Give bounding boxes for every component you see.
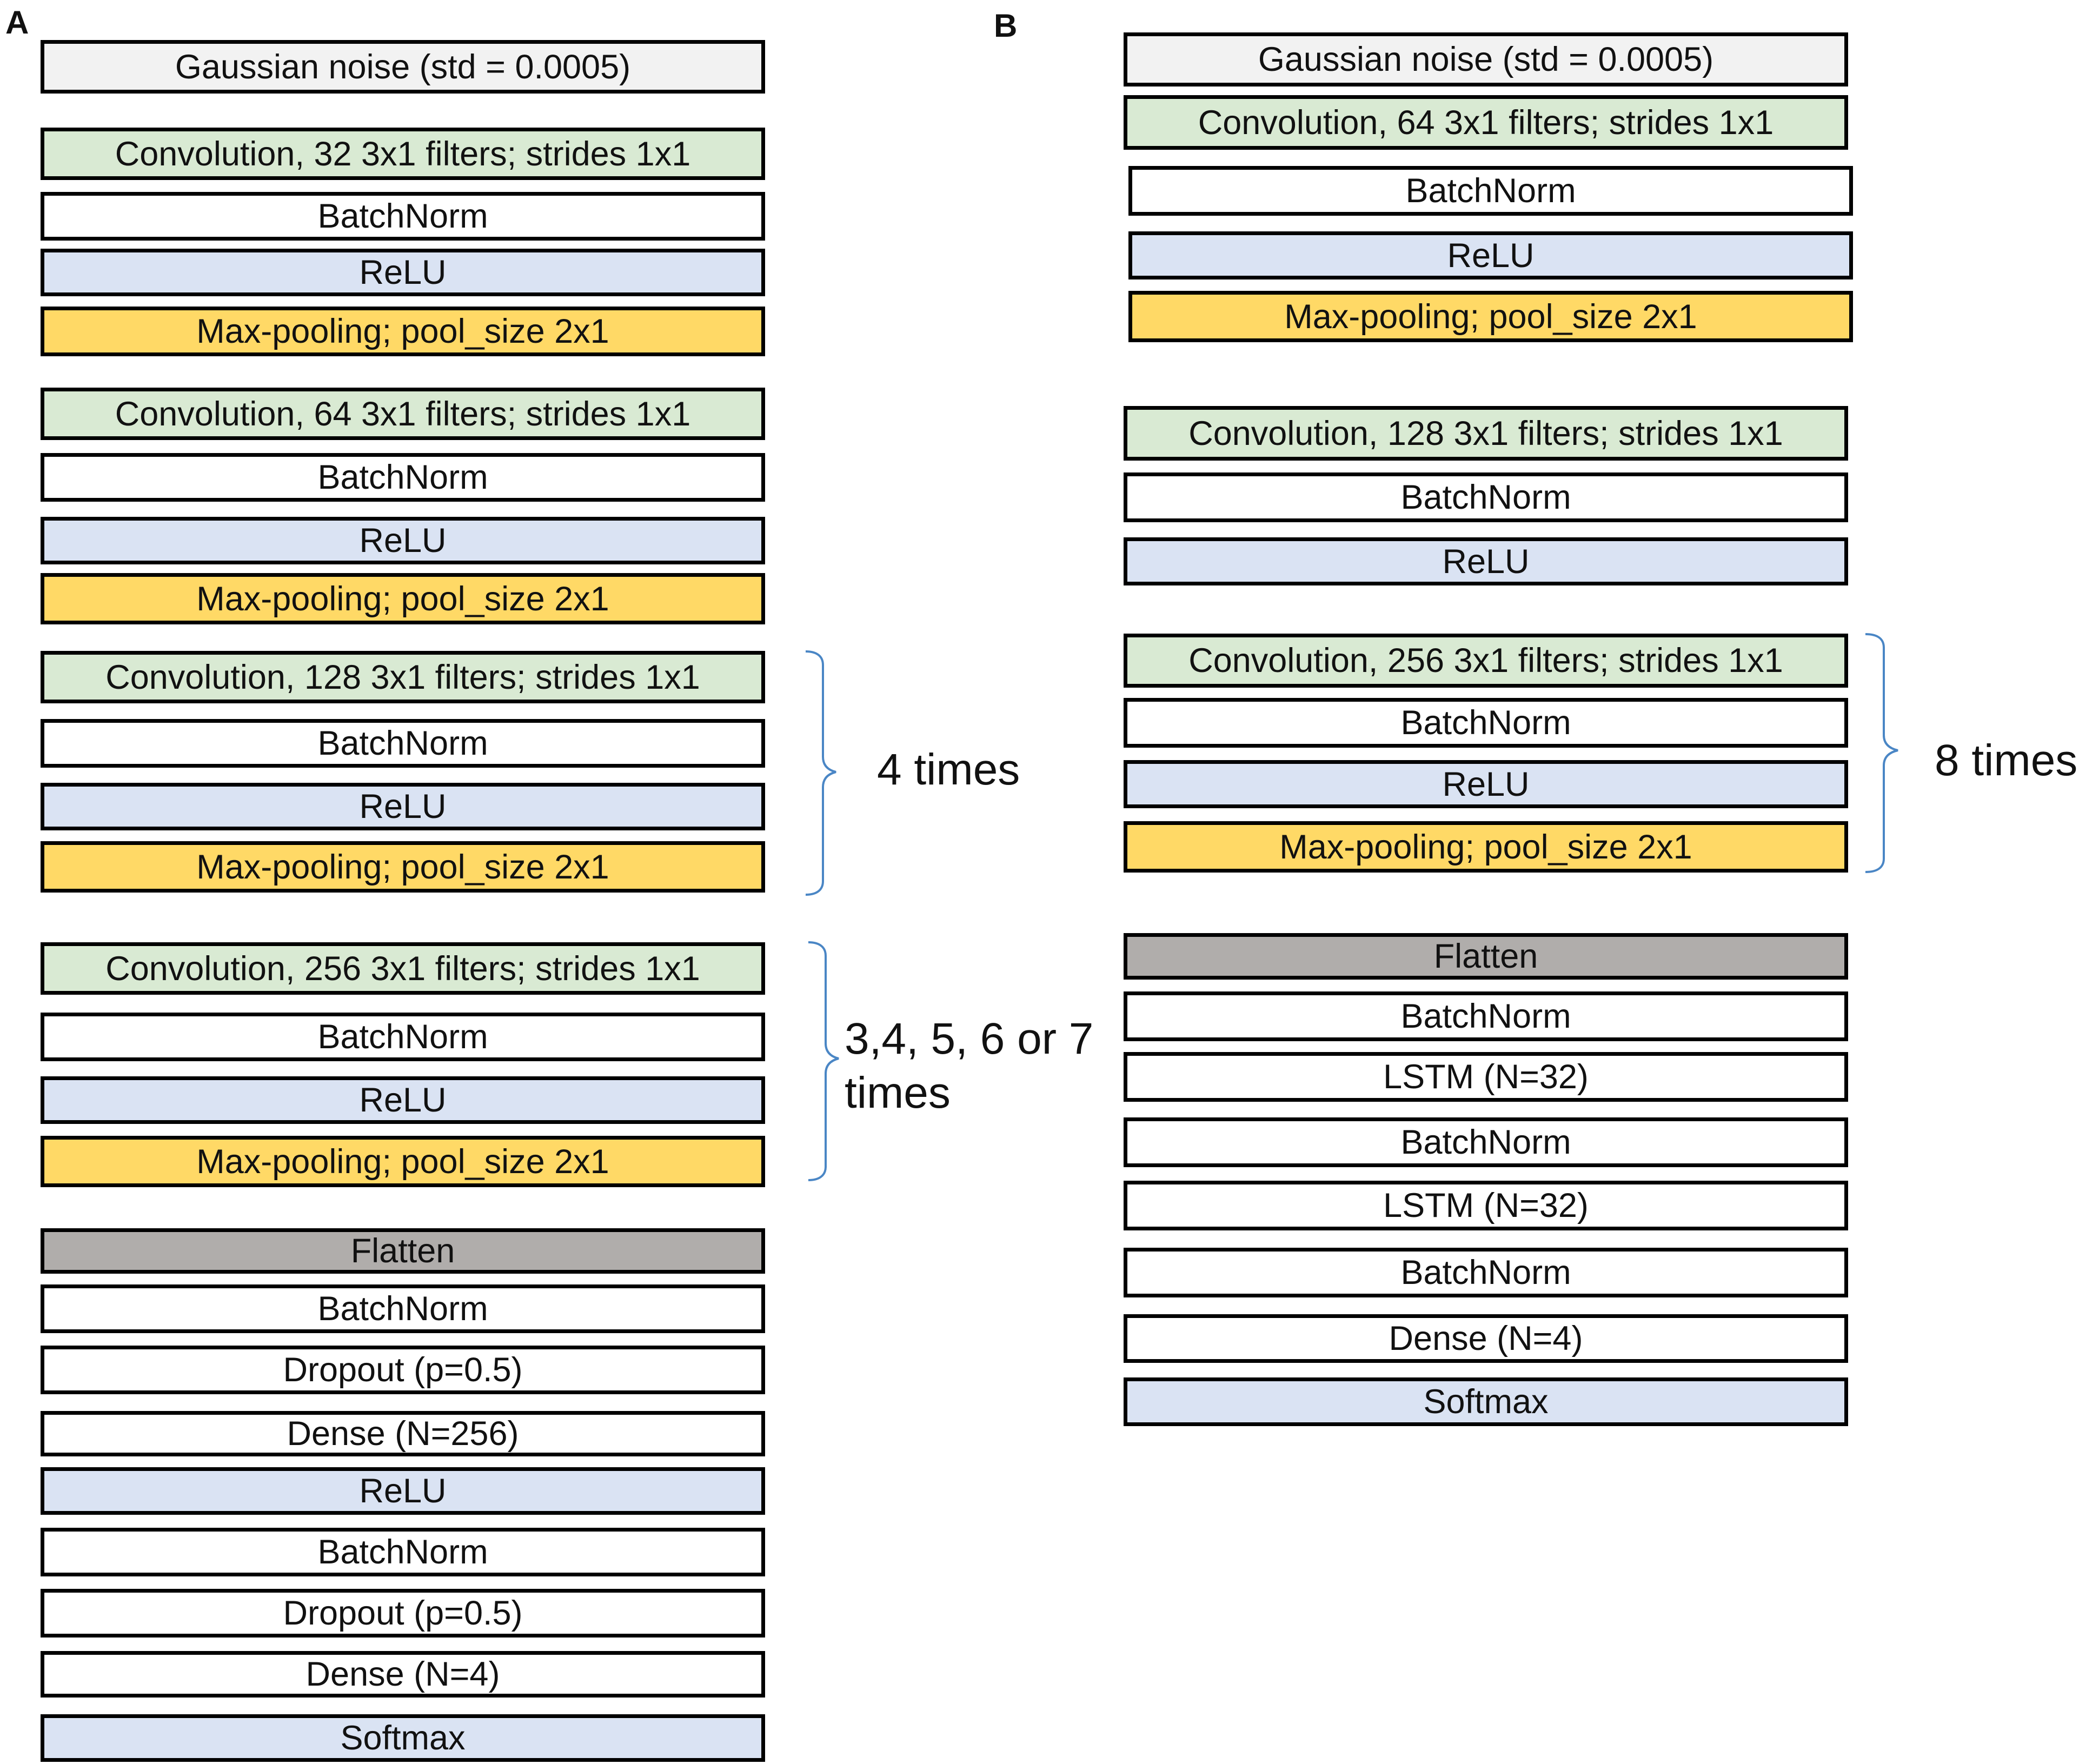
panel-a-layer-batchnorm: BatchNorm [41,719,765,768]
panel-b-label: B [994,8,1018,44]
panel-b-layer-batchnorm: BatchNorm [1124,698,1848,748]
panel-a-layer-relu: ReLU [41,783,765,830]
panel-b-repeat-8-times: 8 times [1935,736,2078,785]
panel-a-layer-relu: ReLU [41,1076,765,1124]
panel-b-layer-conv128: Convolution, 128 3x1 filters; strides 1x1 [1124,406,1848,461]
panel-a-layer-softmax: Softmax [41,1714,765,1762]
panel-b-layer-gaussian-noise: Gaussian noise (std = 0.0005) [1124,32,1848,86]
panel-a-repeat-4-times: 4 times [877,745,1020,794]
panel-b-layer-lstm: LSTM (N=32) [1124,1181,1848,1230]
panel-b-layer-batchnorm: BatchNorm [1124,991,1848,1041]
panel-a-layer-conv128: Convolution, 128 3x1 filters; strides 1x1 [41,651,765,703]
panel-b-layer-softmax: Softmax [1124,1377,1848,1426]
panel-a-layer-batchnorm: BatchNorm [41,453,765,502]
panel-a-layer-relu: ReLU [41,1467,765,1515]
panel-a-label: A [5,4,29,41]
panel-b-layer-dense4: Dense (N=4) [1124,1314,1848,1363]
panel-a-layer-batchnorm: BatchNorm [41,1284,765,1333]
panel-b-layer-batchnorm: BatchNorm [1128,166,1853,216]
panel-a-layer-conv32: Convolution, 32 3x1 filters; strides 1x1 [41,128,765,180]
panel-a-repeat-line1: 3,4, 5, 6 or 7 [845,1014,1094,1063]
panel-a-layer-maxpool: Max-pooling; pool_size 2x1 [41,307,765,356]
panel-a-layer-maxpool: Max-pooling; pool_size 2x1 [41,1136,765,1187]
panel-a-layer-flatten: Flatten [41,1228,765,1274]
panel-a-layer-dense256: Dense (N=256) [41,1411,765,1456]
panel-a-layer-maxpool: Max-pooling; pool_size 2x1 [41,573,765,624]
panel-a-layer-batchnorm: BatchNorm [41,1013,765,1061]
panel-b-layer-batchnorm: BatchNorm [1124,472,1848,522]
panel-b-layer-conv256: Convolution, 256 3x1 filters; strides 1x1 [1124,634,1848,688]
panel-a-layer-gaussian-noise: Gaussian noise (std = 0.0005) [41,40,765,94]
panel-a-layer-dense4: Dense (N=4) [41,1651,765,1698]
panel-a-layer-batchnorm: BatchNorm [41,1528,765,1576]
panel-a-repeat-line2: times [845,1068,951,1118]
panel-b-layer-batchnorm: BatchNorm [1124,1117,1848,1167]
panel-b-layer-maxpool: Max-pooling; pool_size 2x1 [1124,821,1848,873]
panel-a-layer-dropout: Dropout (p=0.5) [41,1589,765,1637]
panel-b-layer-relu: ReLU [1124,760,1848,808]
panel-a-layer-dropout: Dropout (p=0.5) [41,1346,765,1394]
panel-b-layer-relu: ReLU [1128,231,1853,279]
panel-a-layer-conv64: Convolution, 64 3x1 filters; strides 1x1 [41,388,765,440]
panel-b-layer-batchnorm: BatchNorm [1124,1248,1848,1297]
panel-b-layer-conv64: Convolution, 64 3x1 filters; strides 1x1 [1124,95,1848,150]
panel-b-brace-8-times [1865,631,1914,875]
panel-a-brace-4-times [806,649,849,897]
panel-b-layer-lstm: LSTM (N=32) [1124,1052,1848,1102]
panel-b-layer-maxpool: Max-pooling; pool_size 2x1 [1128,291,1853,342]
panel-b-layer-flatten: Flatten [1124,933,1848,980]
panel-a-repeat-3-to-7-times [845,1012,1093,1120]
panel-a-layer-batchnorm: BatchNorm [41,192,765,241]
panel-a-layer-relu: ReLU [41,249,765,296]
panel-a-layer-maxpool: Max-pooling; pool_size 2x1 [41,841,765,893]
panel-a-layer-conv256: Convolution, 256 3x1 filters; strides 1x1 [41,942,765,995]
panel-b-layer-relu: ReLU [1124,537,1848,585]
panel-a-layer-relu: ReLU [41,517,765,564]
